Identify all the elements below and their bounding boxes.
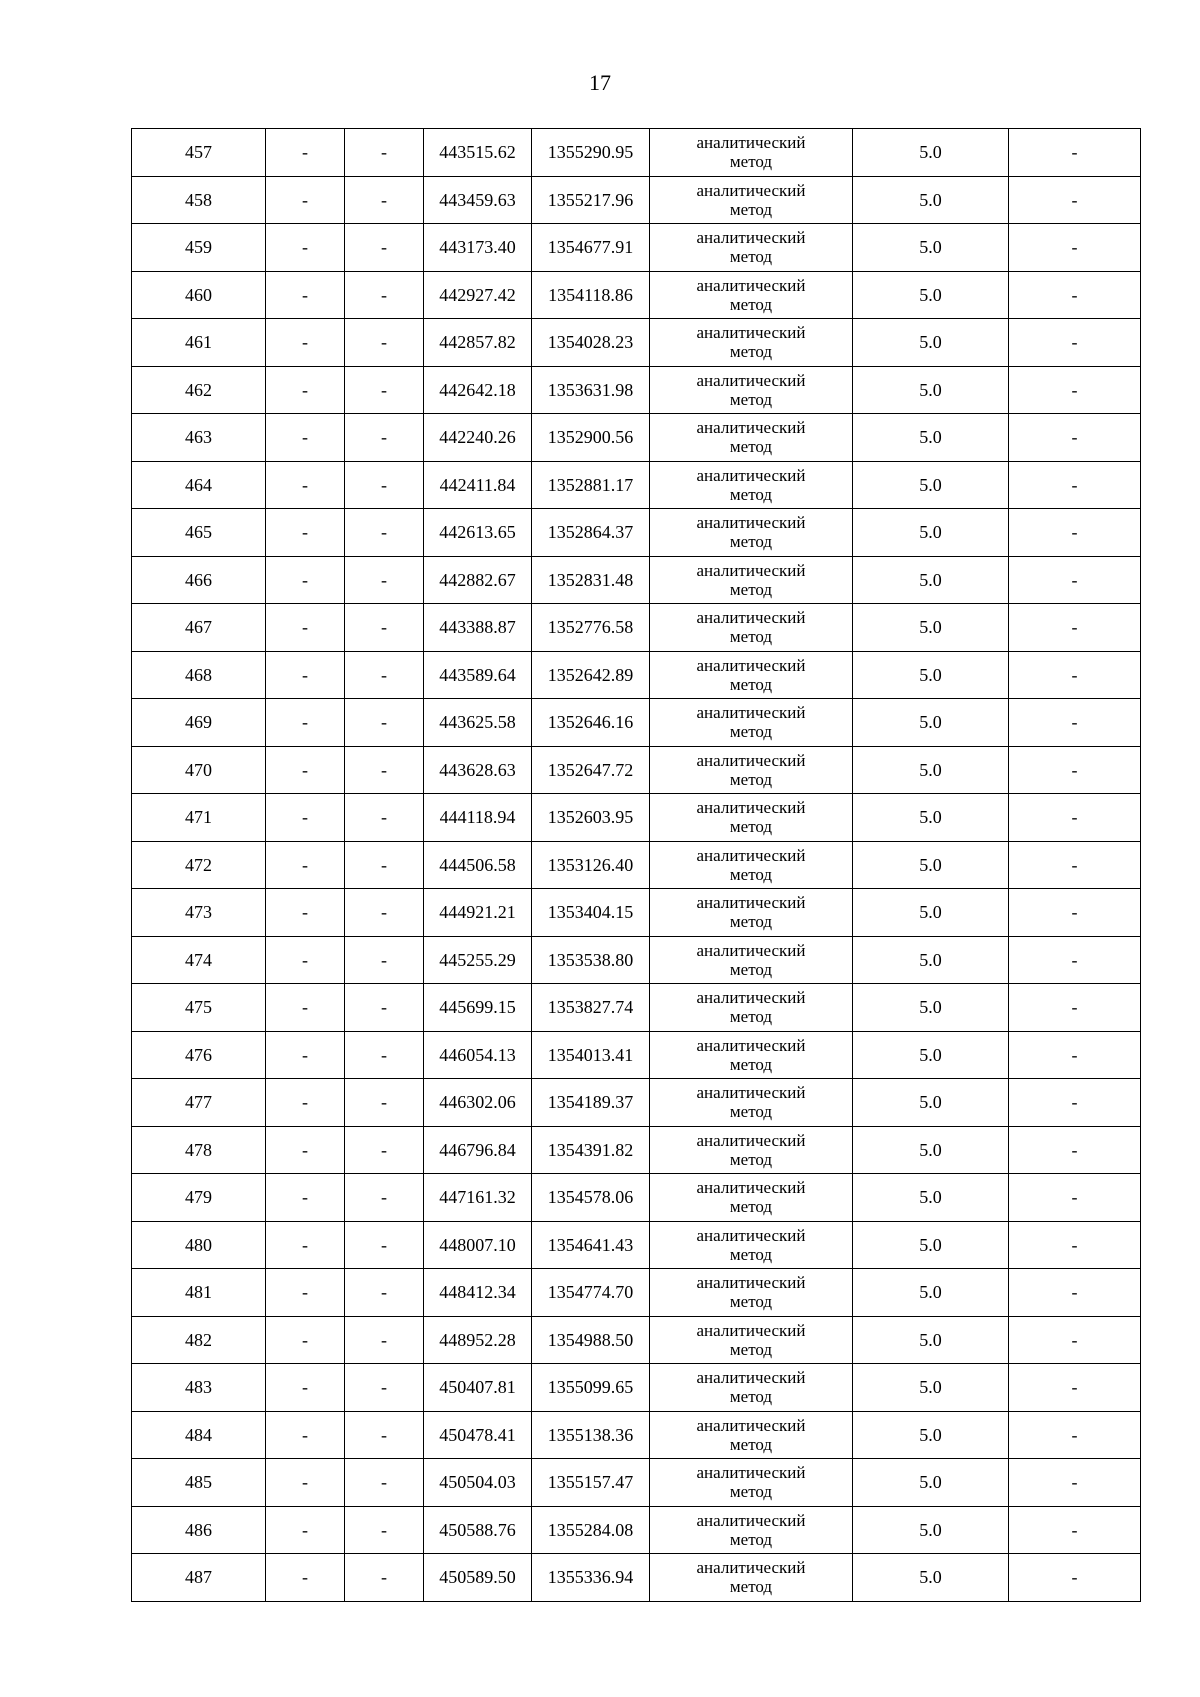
point-number-cell: 476 — [132, 1031, 266, 1079]
dash-cell: - — [266, 1316, 345, 1364]
point-number-cell: 483 — [132, 1364, 266, 1412]
y-coordinate-cell: 1354988.50 — [532, 1316, 650, 1364]
accuracy-cell: 5.0 — [853, 1411, 1009, 1459]
dash-cell: - — [266, 1459, 345, 1507]
accuracy-cell: 5.0 — [853, 1316, 1009, 1364]
table-row — [132, 461, 1141, 509]
dash-cell: - — [345, 556, 424, 604]
dash-cell: - — [266, 461, 345, 509]
point-number-cell: 474 — [132, 936, 266, 984]
dash-cell: - — [1009, 556, 1141, 604]
point-number-cell: 484 — [132, 1411, 266, 1459]
y-coordinate-cell: 1355157.47 — [532, 1459, 650, 1507]
table-row — [132, 509, 1141, 557]
accuracy-cell: 5.0 — [853, 841, 1009, 889]
accuracy-cell: 5.0 — [853, 1126, 1009, 1174]
dash-cell: - — [266, 1506, 345, 1554]
accuracy-cell: 5.0 — [853, 271, 1009, 319]
method-cell: аналитический метод — [650, 1554, 853, 1602]
dash-cell: - — [266, 1411, 345, 1459]
table-row — [132, 1126, 1141, 1174]
dash-cell: - — [1009, 794, 1141, 842]
table-row — [132, 1031, 1141, 1079]
dash-cell: - — [1009, 889, 1141, 937]
point-number-cell: 468 — [132, 651, 266, 699]
y-coordinate-cell: 1354578.06 — [532, 1174, 650, 1222]
method-cell: аналитический метод — [650, 889, 853, 937]
x-coordinate-cell: 444921.21 — [424, 889, 532, 937]
y-coordinate-cell: 1353404.15 — [532, 889, 650, 937]
dash-cell: - — [266, 699, 345, 747]
dash-cell: - — [345, 604, 424, 652]
y-coordinate-cell: 1352603.95 — [532, 794, 650, 842]
dash-cell: - — [345, 224, 424, 272]
table-row — [132, 1269, 1141, 1317]
dash-cell: - — [1009, 1079, 1141, 1127]
y-coordinate-cell: 1355284.08 — [532, 1506, 650, 1554]
dash-cell: - — [345, 1411, 424, 1459]
point-number-cell: 478 — [132, 1126, 266, 1174]
y-coordinate-cell: 1354641.43 — [532, 1221, 650, 1269]
x-coordinate-cell: 448952.28 — [424, 1316, 532, 1364]
dash-cell: - — [266, 1126, 345, 1174]
dash-cell: - — [345, 1459, 424, 1507]
method-cell: аналитический метод — [650, 651, 853, 699]
coordinates-table — [131, 128, 1141, 1602]
accuracy-cell: 5.0 — [853, 651, 1009, 699]
x-coordinate-cell: 443459.63 — [424, 176, 532, 224]
method-cell: аналитический метод — [650, 1126, 853, 1174]
x-coordinate-cell: 450407.81 — [424, 1364, 532, 1412]
y-coordinate-cell: 1354774.70 — [532, 1269, 650, 1317]
dash-cell: - — [266, 509, 345, 557]
dash-cell: - — [1009, 319, 1141, 367]
x-coordinate-cell: 445255.29 — [424, 936, 532, 984]
table-row — [132, 414, 1141, 462]
y-coordinate-cell: 1352881.17 — [532, 461, 650, 509]
dash-cell: - — [266, 841, 345, 889]
dash-cell: - — [266, 319, 345, 367]
point-number-cell: 471 — [132, 794, 266, 842]
dash-cell: - — [1009, 746, 1141, 794]
dash-cell: - — [266, 1079, 345, 1127]
method-cell: аналитический метод — [650, 1031, 853, 1079]
dash-cell: - — [1009, 1459, 1141, 1507]
table-row — [132, 1174, 1141, 1222]
point-number-cell: 482 — [132, 1316, 266, 1364]
dash-cell: - — [1009, 699, 1141, 747]
accuracy-cell: 5.0 — [853, 461, 1009, 509]
accuracy-cell: 5.0 — [853, 176, 1009, 224]
y-coordinate-cell: 1353126.40 — [532, 841, 650, 889]
dash-cell: - — [1009, 366, 1141, 414]
y-coordinate-cell: 1355336.94 — [532, 1554, 650, 1602]
dash-cell: - — [345, 1554, 424, 1602]
dash-cell: - — [1009, 461, 1141, 509]
method-cell: аналитический метод — [650, 1079, 853, 1127]
method-cell: аналитический метод — [650, 1174, 853, 1222]
dash-cell: - — [345, 1174, 424, 1222]
accuracy-cell: 5.0 — [853, 319, 1009, 367]
dash-cell: - — [1009, 1174, 1141, 1222]
dash-cell: - — [345, 271, 424, 319]
accuracy-cell: 5.0 — [853, 1506, 1009, 1554]
x-coordinate-cell: 446302.06 — [424, 1079, 532, 1127]
dash-cell: - — [1009, 1554, 1141, 1602]
dash-cell: - — [345, 699, 424, 747]
x-coordinate-cell: 450504.03 — [424, 1459, 532, 1507]
x-coordinate-cell: 446796.84 — [424, 1126, 532, 1174]
dash-cell: - — [345, 509, 424, 557]
dash-cell: - — [345, 414, 424, 462]
x-coordinate-cell: 442882.67 — [424, 556, 532, 604]
point-number-cell: 461 — [132, 319, 266, 367]
dash-cell: - — [266, 1269, 345, 1317]
point-number-cell: 465 — [132, 509, 266, 557]
accuracy-cell: 5.0 — [853, 794, 1009, 842]
dash-cell: - — [266, 1554, 345, 1602]
dash-cell: - — [266, 1221, 345, 1269]
x-coordinate-cell: 443515.62 — [424, 129, 532, 177]
method-cell: аналитический метод — [650, 1364, 853, 1412]
dash-cell: - — [345, 841, 424, 889]
point-number-cell: 457 — [132, 129, 266, 177]
dash-cell: - — [1009, 1411, 1141, 1459]
dash-cell: - — [345, 651, 424, 699]
dash-cell: - — [345, 461, 424, 509]
dash-cell: - — [266, 1364, 345, 1412]
x-coordinate-cell: 447161.32 — [424, 1174, 532, 1222]
x-coordinate-cell: 443173.40 — [424, 224, 532, 272]
table-row — [132, 699, 1141, 747]
table-row — [132, 1364, 1141, 1412]
method-cell: аналитический метод — [650, 366, 853, 414]
accuracy-cell: 5.0 — [853, 936, 1009, 984]
point-number-cell: 473 — [132, 889, 266, 937]
dash-cell: - — [1009, 1316, 1141, 1364]
y-coordinate-cell: 1352776.58 — [532, 604, 650, 652]
accuracy-cell: 5.0 — [853, 746, 1009, 794]
dash-cell: - — [1009, 224, 1141, 272]
y-coordinate-cell: 1352647.72 — [532, 746, 650, 794]
point-number-cell: 479 — [132, 1174, 266, 1222]
method-cell: аналитический метод — [650, 1506, 853, 1554]
point-number-cell: 462 — [132, 366, 266, 414]
x-coordinate-cell: 442642.18 — [424, 366, 532, 414]
method-cell: аналитический метод — [650, 224, 853, 272]
accuracy-cell: 5.0 — [853, 414, 1009, 462]
table-body — [132, 129, 1141, 1602]
point-number-cell: 486 — [132, 1506, 266, 1554]
dash-cell: - — [266, 889, 345, 937]
dash-cell: - — [1009, 651, 1141, 699]
dash-cell: - — [1009, 1126, 1141, 1174]
dash-cell: - — [345, 1364, 424, 1412]
point-number-cell: 467 — [132, 604, 266, 652]
dash-cell: - — [1009, 414, 1141, 462]
table-row — [132, 1554, 1141, 1602]
method-cell: аналитический метод — [650, 1269, 853, 1317]
method-cell: аналитический метод — [650, 1411, 853, 1459]
dash-cell: - — [345, 129, 424, 177]
method-cell: аналитический метод — [650, 461, 853, 509]
dash-cell: - — [345, 1506, 424, 1554]
point-number-cell: 466 — [132, 556, 266, 604]
y-coordinate-cell: 1354028.23 — [532, 319, 650, 367]
accuracy-cell: 5.0 — [853, 224, 1009, 272]
x-coordinate-cell: 450478.41 — [424, 1411, 532, 1459]
table-row — [132, 1506, 1141, 1554]
x-coordinate-cell: 442927.42 — [424, 271, 532, 319]
dash-cell: - — [1009, 604, 1141, 652]
x-coordinate-cell: 442613.65 — [424, 509, 532, 557]
accuracy-cell: 5.0 — [853, 129, 1009, 177]
table-row — [132, 746, 1141, 794]
method-cell: аналитический метод — [650, 414, 853, 462]
point-number-cell: 475 — [132, 984, 266, 1032]
dash-cell: - — [1009, 1269, 1141, 1317]
table-row — [132, 936, 1141, 984]
table-row — [132, 794, 1141, 842]
table-row — [132, 1221, 1141, 1269]
dash-cell: - — [266, 984, 345, 1032]
y-coordinate-cell: 1354189.37 — [532, 1079, 650, 1127]
accuracy-cell: 5.0 — [853, 1269, 1009, 1317]
table-row — [132, 176, 1141, 224]
dash-cell: - — [345, 794, 424, 842]
dash-cell: - — [266, 224, 345, 272]
table-row — [132, 841, 1141, 889]
dash-cell: - — [345, 1079, 424, 1127]
accuracy-cell: 5.0 — [853, 604, 1009, 652]
x-coordinate-cell: 444506.58 — [424, 841, 532, 889]
y-coordinate-cell: 1355290.95 — [532, 129, 650, 177]
page-number: 17 — [589, 70, 611, 95]
accuracy-cell: 5.0 — [853, 984, 1009, 1032]
y-coordinate-cell: 1355138.36 — [532, 1411, 650, 1459]
point-number-cell: 485 — [132, 1459, 266, 1507]
accuracy-cell: 5.0 — [853, 1364, 1009, 1412]
point-number-cell: 487 — [132, 1554, 266, 1602]
dash-cell: - — [266, 556, 345, 604]
point-number-cell: 469 — [132, 699, 266, 747]
dash-cell: - — [345, 746, 424, 794]
x-coordinate-cell: 450589.50 — [424, 1554, 532, 1602]
table-row — [132, 1079, 1141, 1127]
accuracy-cell: 5.0 — [853, 699, 1009, 747]
y-coordinate-cell: 1354118.86 — [532, 271, 650, 319]
dash-cell: - — [266, 604, 345, 652]
dash-cell: - — [1009, 1506, 1141, 1554]
method-cell: аналитический метод — [650, 1459, 853, 1507]
method-cell: аналитический метод — [650, 794, 853, 842]
y-coordinate-cell: 1354391.82 — [532, 1126, 650, 1174]
x-coordinate-cell: 445699.15 — [424, 984, 532, 1032]
y-coordinate-cell: 1354013.41 — [532, 1031, 650, 1079]
dash-cell: - — [1009, 271, 1141, 319]
dash-cell: - — [266, 366, 345, 414]
table-row — [132, 889, 1141, 937]
x-coordinate-cell: 450588.76 — [424, 1506, 532, 1554]
dash-cell: - — [1009, 129, 1141, 177]
x-coordinate-cell: 443628.63 — [424, 746, 532, 794]
x-coordinate-cell: 442240.26 — [424, 414, 532, 462]
x-coordinate-cell: 446054.13 — [424, 1031, 532, 1079]
method-cell: аналитический метод — [650, 1221, 853, 1269]
table-row — [132, 1316, 1141, 1364]
y-coordinate-cell: 1353827.74 — [532, 984, 650, 1032]
method-cell: аналитический метод — [650, 509, 853, 557]
y-coordinate-cell: 1354677.91 — [532, 224, 650, 272]
method-cell: аналитический метод — [650, 746, 853, 794]
accuracy-cell: 5.0 — [853, 1079, 1009, 1127]
dash-cell: - — [345, 1316, 424, 1364]
method-cell: аналитический метод — [650, 936, 853, 984]
y-coordinate-cell: 1355099.65 — [532, 1364, 650, 1412]
accuracy-cell: 5.0 — [853, 366, 1009, 414]
dash-cell: - — [345, 1126, 424, 1174]
dash-cell: - — [266, 129, 345, 177]
dash-cell: - — [345, 366, 424, 414]
x-coordinate-cell: 442411.84 — [424, 461, 532, 509]
point-number-cell: 464 — [132, 461, 266, 509]
point-number-cell: 460 — [132, 271, 266, 319]
point-number-cell: 480 — [132, 1221, 266, 1269]
dash-cell: - — [345, 1269, 424, 1317]
dash-cell: - — [1009, 841, 1141, 889]
accuracy-cell: 5.0 — [853, 1221, 1009, 1269]
dash-cell: - — [266, 414, 345, 462]
dash-cell: - — [1009, 1221, 1141, 1269]
dash-cell: - — [1009, 509, 1141, 557]
dash-cell: - — [345, 936, 424, 984]
dash-cell: - — [345, 176, 424, 224]
y-coordinate-cell: 1352900.56 — [532, 414, 650, 462]
table-row — [132, 366, 1141, 414]
y-coordinate-cell: 1352831.48 — [532, 556, 650, 604]
accuracy-cell: 5.0 — [853, 889, 1009, 937]
method-cell: аналитический метод — [650, 319, 853, 367]
dash-cell: - — [266, 176, 345, 224]
dash-cell: - — [266, 1174, 345, 1222]
dash-cell: - — [1009, 1031, 1141, 1079]
table-row — [132, 224, 1141, 272]
dash-cell: - — [266, 651, 345, 699]
accuracy-cell: 5.0 — [853, 556, 1009, 604]
accuracy-cell: 5.0 — [853, 1459, 1009, 1507]
method-cell: аналитический метод — [650, 176, 853, 224]
accuracy-cell: 5.0 — [853, 1554, 1009, 1602]
x-coordinate-cell: 443388.87 — [424, 604, 532, 652]
table-row — [132, 271, 1141, 319]
method-cell: аналитический метод — [650, 129, 853, 177]
table-row — [132, 604, 1141, 652]
table-row — [132, 1459, 1141, 1507]
dash-cell: - — [1009, 1364, 1141, 1412]
x-coordinate-cell: 444118.94 — [424, 794, 532, 842]
x-coordinate-cell: 443589.64 — [424, 651, 532, 699]
accuracy-cell: 5.0 — [853, 1174, 1009, 1222]
table-row — [132, 556, 1141, 604]
y-coordinate-cell: 1352646.16 — [532, 699, 650, 747]
dash-cell: - — [345, 1031, 424, 1079]
point-number-cell: 463 — [132, 414, 266, 462]
dash-cell: - — [345, 984, 424, 1032]
dash-cell: - — [1009, 984, 1141, 1032]
dash-cell: - — [266, 794, 345, 842]
x-coordinate-cell: 443625.58 — [424, 699, 532, 747]
accuracy-cell: 5.0 — [853, 509, 1009, 557]
y-coordinate-cell: 1352864.37 — [532, 509, 650, 557]
y-coordinate-cell: 1355217.96 — [532, 176, 650, 224]
point-number-cell: 477 — [132, 1079, 266, 1127]
dash-cell: - — [345, 319, 424, 367]
dash-cell: - — [266, 936, 345, 984]
point-number-cell: 459 — [132, 224, 266, 272]
method-cell: аналитический метод — [650, 604, 853, 652]
table-row — [132, 651, 1141, 699]
method-cell: аналитический метод — [650, 699, 853, 747]
table-row — [132, 1411, 1141, 1459]
dash-cell: - — [1009, 936, 1141, 984]
point-number-cell: 458 — [132, 176, 266, 224]
method-cell: аналитический метод — [650, 841, 853, 889]
point-number-cell: 470 — [132, 746, 266, 794]
dash-cell: - — [345, 1221, 424, 1269]
y-coordinate-cell: 1352642.89 — [532, 651, 650, 699]
method-cell: аналитический метод — [650, 271, 853, 319]
table-row — [132, 129, 1141, 177]
y-coordinate-cell: 1353631.98 — [532, 366, 650, 414]
method-cell: аналитический метод — [650, 556, 853, 604]
method-cell: аналитический метод — [650, 984, 853, 1032]
table-row — [132, 984, 1141, 1032]
y-coordinate-cell: 1353538.80 — [532, 936, 650, 984]
x-coordinate-cell: 442857.82 — [424, 319, 532, 367]
table-row — [132, 319, 1141, 367]
point-number-cell: 472 — [132, 841, 266, 889]
x-coordinate-cell: 448412.34 — [424, 1269, 532, 1317]
x-coordinate-cell: 448007.10 — [424, 1221, 532, 1269]
dash-cell: - — [266, 746, 345, 794]
dash-cell: - — [1009, 176, 1141, 224]
accuracy-cell: 5.0 — [853, 1031, 1009, 1079]
dash-cell: - — [266, 271, 345, 319]
point-number-cell: 481 — [132, 1269, 266, 1317]
dash-cell: - — [345, 889, 424, 937]
dash-cell: - — [266, 1031, 345, 1079]
method-cell: аналитический метод — [650, 1316, 853, 1364]
